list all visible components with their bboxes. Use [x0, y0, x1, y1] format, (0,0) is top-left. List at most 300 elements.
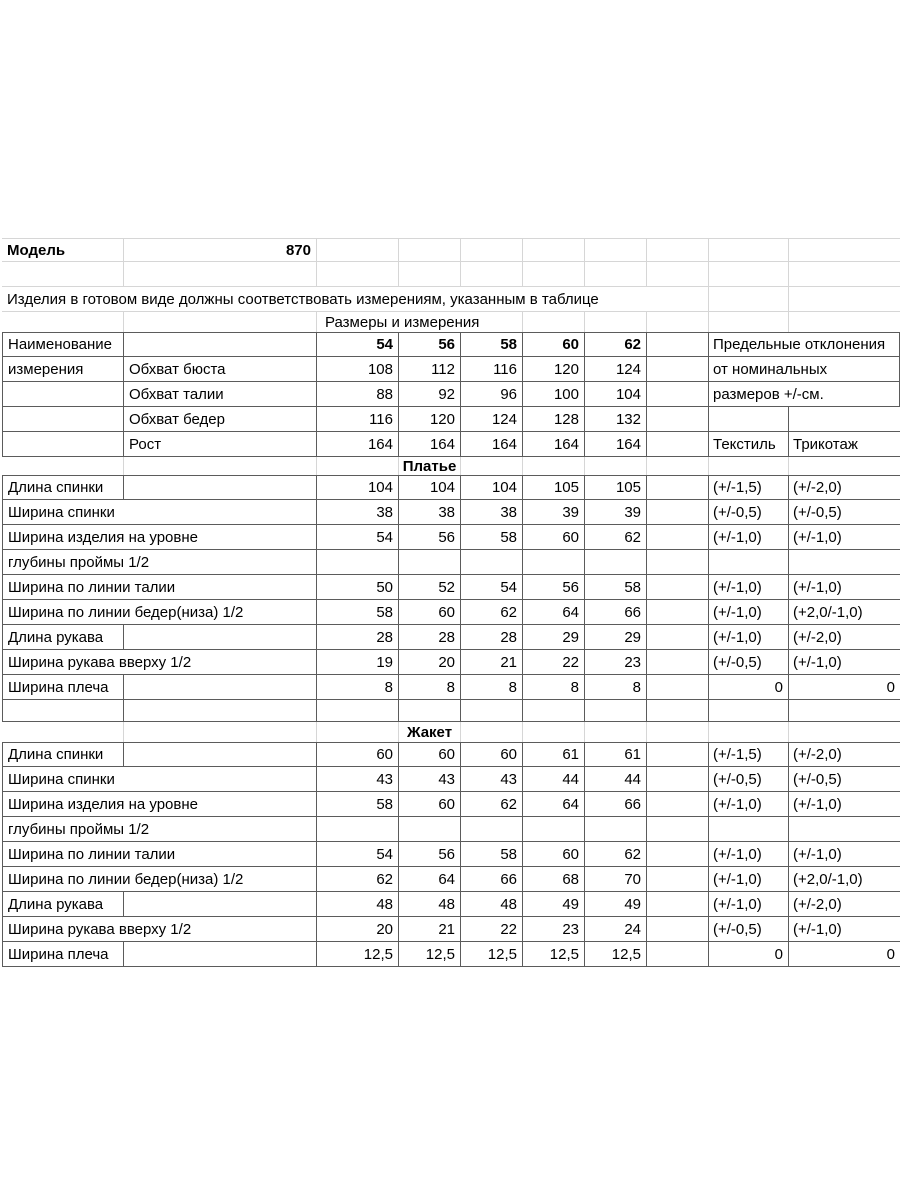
empty-cell	[709, 312, 789, 332]
empty-cell	[647, 917, 709, 942]
empty-cell	[523, 239, 585, 261]
value-cell: 48	[399, 892, 461, 917]
value-cell	[317, 700, 399, 722]
value-cell: 58	[461, 842, 523, 867]
value-cell: 60	[399, 742, 461, 767]
value-cell: 132	[585, 407, 647, 432]
measurement-label: Ширина плеча	[2, 675, 124, 700]
textile-tolerance-cell: 0	[709, 675, 789, 700]
value-cell: 23	[585, 650, 647, 675]
value-cell: 8	[523, 675, 585, 700]
sizes-title-row	[2, 312, 900, 332]
value-cell: 20	[317, 917, 399, 942]
textile-tolerance-cell: (+/-1,5)	[709, 742, 789, 767]
value-cell: 62	[461, 600, 523, 625]
measurement-label: Обхват бюста	[124, 357, 317, 382]
table-row	[2, 575, 900, 600]
value-cell: 60	[317, 742, 399, 767]
value-cell: 104	[399, 475, 461, 500]
value-cell: 52	[399, 575, 461, 600]
measurement-label: Ширина изделия на уровне	[2, 792, 317, 817]
value-cell	[399, 550, 461, 575]
empty-cell	[647, 457, 709, 475]
value-cell: 116	[317, 407, 399, 432]
knitwear-tolerance-cell: (+/-0,5)	[789, 767, 900, 792]
jacket-section-title: Жакет	[399, 722, 461, 742]
note-row	[2, 287, 900, 312]
waist-row	[2, 382, 900, 407]
value-cell: 58	[317, 600, 399, 625]
table-row	[2, 550, 900, 575]
knitwear-tolerance-cell: (+/-2,0)	[789, 892, 900, 917]
header-name-line2: измерения	[2, 357, 124, 382]
value-cell: 20	[399, 650, 461, 675]
knitwear-tolerance-cell	[789, 550, 900, 575]
knitwear-tolerance-cell	[789, 700, 900, 722]
value-cell: 62	[585, 525, 647, 550]
table-row	[2, 700, 900, 722]
dress-section-title-row	[2, 457, 900, 475]
value-cell: 108	[317, 357, 399, 382]
empty-cell	[124, 892, 317, 917]
measurement-label: Длина рукава	[2, 625, 124, 650]
value-cell	[461, 700, 523, 722]
value-cell: 38	[399, 500, 461, 525]
size-values	[317, 332, 647, 357]
value-cell: 60	[523, 842, 585, 867]
empty-cell	[2, 407, 124, 432]
measurement-label: Ширина по линии бедер(низа) 1/2	[2, 867, 317, 892]
empty-cell	[789, 407, 900, 432]
value-cell: 54	[317, 525, 399, 550]
empty-cell	[399, 239, 461, 261]
knitwear-tolerance-cell: (+2,0/-1,0)	[789, 867, 900, 892]
sizes-title: Размеры и измерения	[317, 312, 523, 332]
value-cell: 164	[585, 432, 647, 457]
value-cell: 66	[585, 792, 647, 817]
measurement-label: Ширина по линии талии	[2, 842, 317, 867]
value-cell	[461, 817, 523, 842]
model-label: Модель	[2, 239, 124, 261]
textile-tolerance-cell	[709, 700, 789, 722]
value-cell: 64	[399, 867, 461, 892]
knitwear-tolerance-cell: (+/-1,0)	[789, 792, 900, 817]
spacer-row	[2, 262, 900, 287]
value-cell: 62	[317, 867, 399, 892]
value-cell: 61	[523, 742, 585, 767]
value-cell	[317, 550, 399, 575]
value-cell	[585, 550, 647, 575]
empty-cell	[709, 287, 789, 311]
value-cell: 58	[585, 575, 647, 600]
table-row	[2, 842, 900, 867]
value-cell: 54	[317, 332, 399, 357]
value-cell: 58	[461, 332, 523, 357]
textile-tolerance-cell: (+/-1,5)	[709, 475, 789, 500]
empty-cell	[2, 457, 124, 475]
textile-tolerance-cell: (+/-1,0)	[709, 600, 789, 625]
value-cell: 66	[461, 867, 523, 892]
knitwear-tolerance-cell: (+/-1,0)	[789, 842, 900, 867]
measurement-label: Длина спинки	[2, 475, 124, 500]
table-row	[2, 500, 900, 525]
empty-cell	[317, 239, 399, 261]
value-cell: 21	[399, 917, 461, 942]
dress-section-title: Платье	[399, 457, 461, 475]
value-cell: 19	[317, 650, 399, 675]
empty-cell	[124, 700, 317, 722]
value-cell: 38	[317, 500, 399, 525]
value-cell: 21	[461, 650, 523, 675]
value-cell: 88	[317, 382, 399, 407]
measurement-label: глубины проймы 1/2	[2, 550, 317, 575]
value-cell: 58	[461, 525, 523, 550]
empty-cell	[789, 239, 900, 261]
empty-cell	[124, 675, 317, 700]
textile-tolerance-cell: (+/-0,5)	[709, 650, 789, 675]
model-row	[2, 238, 900, 262]
value-cell: 48	[317, 892, 399, 917]
value-cell: 60	[399, 792, 461, 817]
measurements-header-table	[2, 332, 900, 457]
value-cell: 60	[523, 332, 585, 357]
measurement-label: Длина рукава	[2, 892, 124, 917]
empty-cell	[647, 867, 709, 892]
value-cell: 62	[461, 792, 523, 817]
empty-cell	[647, 475, 709, 500]
textile-tolerance-cell	[709, 817, 789, 842]
value-cell: 28	[317, 625, 399, 650]
size-chart-sheet	[2, 238, 900, 967]
value-cell: 8	[461, 675, 523, 700]
table-row	[2, 917, 900, 942]
value-cell: 39	[585, 500, 647, 525]
empty-cell	[124, 625, 317, 650]
value-cell: 105	[585, 475, 647, 500]
measurement-label: глубины проймы 1/2	[2, 817, 317, 842]
value-cell: 60	[523, 525, 585, 550]
empty-cell	[647, 842, 709, 867]
knitwear-tolerance-cell: (+/-2,0)	[789, 625, 900, 650]
value-cell: 22	[461, 917, 523, 942]
empty-cell	[2, 722, 124, 742]
model-value: 870	[124, 239, 317, 261]
empty-cell	[647, 357, 709, 382]
value-cell: 64	[523, 600, 585, 625]
value-cell: 104	[461, 475, 523, 500]
table-row	[2, 675, 900, 700]
value-cell: 60	[461, 742, 523, 767]
empty-cell	[647, 600, 709, 625]
empty-cell	[709, 722, 789, 742]
value-cell: 48	[461, 892, 523, 917]
value-cell	[523, 700, 585, 722]
value-cell	[399, 817, 461, 842]
textile-tolerance-cell: (+/-0,5)	[709, 917, 789, 942]
value-cell: 120	[523, 357, 585, 382]
measurement-label: Ширина плеча	[2, 942, 124, 967]
textile-tolerance-cell: (+/-1,0)	[709, 867, 789, 892]
empty-cell	[647, 742, 709, 767]
value-cell: 164	[523, 432, 585, 457]
value-cell	[523, 550, 585, 575]
empty-cell	[461, 239, 523, 261]
sizes-header-row	[2, 332, 900, 357]
empty-cell	[789, 457, 900, 475]
knitwear-column-header: Трикотаж	[789, 432, 900, 457]
empty-cell	[124, 457, 317, 475]
empty-cell	[647, 407, 709, 432]
empty-cell	[647, 332, 709, 357]
measurement-label: Ширина изделия на уровне	[2, 525, 317, 550]
measurement-label: Ширина спинки	[2, 500, 317, 525]
empty-cell	[647, 575, 709, 600]
empty-cell	[789, 262, 900, 286]
value-cell: 105	[523, 475, 585, 500]
table-row	[2, 742, 900, 767]
measurement-label: Ширина по линии талии	[2, 575, 317, 600]
textile-tolerance-cell: (+/-1,0)	[709, 625, 789, 650]
empty-cell	[709, 239, 789, 261]
value-cell: 28	[461, 625, 523, 650]
empty-cell	[585, 239, 647, 261]
table-row	[2, 525, 900, 550]
empty-cell	[124, 262, 317, 286]
measurement-label: Ширина рукава вверху 1/2	[2, 917, 317, 942]
value-cell: 50	[317, 575, 399, 600]
empty-cell	[647, 625, 709, 650]
bust-row	[2, 357, 900, 382]
empty-cell	[647, 792, 709, 817]
empty-cell	[461, 262, 523, 286]
empty-cell	[523, 722, 585, 742]
value-cell: 64	[523, 792, 585, 817]
value-cell: 60	[399, 600, 461, 625]
value-cell: 116	[461, 357, 523, 382]
value-cell: 12,5	[523, 942, 585, 967]
value-cell: 112	[399, 357, 461, 382]
value-cell: 62	[585, 332, 647, 357]
textile-tolerance-cell: (+/-0,5)	[709, 500, 789, 525]
empty-cell	[585, 457, 647, 475]
value-cell: 104	[585, 382, 647, 407]
empty-cell	[585, 722, 647, 742]
value-cell: 128	[523, 407, 585, 432]
value-cell: 24	[585, 917, 647, 942]
textile-tolerance-cell: (+/-0,5)	[709, 767, 789, 792]
measurement-label: Ширина по линии бедер(низа) 1/2	[2, 600, 317, 625]
empty-cell	[317, 262, 399, 286]
empty-cell	[647, 525, 709, 550]
value-cell: 8	[399, 675, 461, 700]
textile-tolerance-cell: (+/-1,0)	[709, 575, 789, 600]
value-cell: 68	[523, 867, 585, 892]
value-cell: 43	[399, 767, 461, 792]
header-name-line1: Наименование	[2, 332, 124, 357]
value-cell: 12,5	[399, 942, 461, 967]
note-text: Изделия в готовом виде должны соответствовать измерениям, указанным в таблице	[2, 287, 709, 311]
value-cell: 56	[399, 842, 461, 867]
knitwear-tolerance-cell: (+/-1,0)	[789, 575, 900, 600]
measurement-label: Обхват бедер	[124, 407, 317, 432]
value-cell: 54	[461, 575, 523, 600]
tolerance-note-line2: от номинальных	[709, 357, 900, 382]
empty-cell	[523, 312, 585, 332]
knitwear-tolerance-cell: (+/-1,0)	[789, 525, 900, 550]
value-cell: 66	[585, 600, 647, 625]
table-row	[2, 600, 900, 625]
empty-cell	[523, 457, 585, 475]
empty-cell	[399, 262, 461, 286]
value-cell: 56	[399, 525, 461, 550]
knitwear-tolerance-cell: 0	[789, 942, 900, 967]
measurement-label: Обхват талии	[124, 382, 317, 407]
empty-cell	[124, 332, 317, 357]
textile-tolerance-cell: (+/-1,0)	[709, 842, 789, 867]
table-row	[2, 625, 900, 650]
value-cell	[585, 700, 647, 722]
empty-cell	[709, 262, 789, 286]
table-row	[2, 650, 900, 675]
value-cell: 29	[585, 625, 647, 650]
empty-cell	[709, 457, 789, 475]
value-cell: 124	[585, 357, 647, 382]
empty-cell	[647, 239, 709, 261]
value-cell: 54	[317, 842, 399, 867]
measurement-label: Ширина спинки	[2, 767, 317, 792]
value-cell: 49	[523, 892, 585, 917]
hips-row	[2, 407, 900, 432]
table-row	[2, 475, 900, 500]
value-cell: 22	[523, 650, 585, 675]
height-row	[2, 432, 900, 457]
empty-cell	[647, 767, 709, 792]
empty-cell	[647, 262, 709, 286]
textile-tolerance-cell: (+/-1,0)	[709, 525, 789, 550]
knitwear-tolerance-cell: (+/-2,0)	[789, 475, 900, 500]
bust-values	[317, 357, 647, 382]
textile-column-header: Текстиль	[709, 432, 789, 457]
value-cell: 29	[523, 625, 585, 650]
value-cell: 62	[585, 842, 647, 867]
empty-cell	[709, 407, 789, 432]
value-cell: 61	[585, 742, 647, 767]
empty-cell	[647, 817, 709, 842]
empty-cell	[647, 700, 709, 722]
value-cell	[585, 817, 647, 842]
knitwear-tolerance-cell: (+/-2,0)	[789, 742, 900, 767]
value-cell: 12,5	[585, 942, 647, 967]
value-cell: 96	[461, 382, 523, 407]
value-cell: 8	[585, 675, 647, 700]
jacket-table	[2, 742, 900, 967]
empty-cell	[2, 432, 124, 457]
empty-cell	[647, 650, 709, 675]
value-cell: 44	[585, 767, 647, 792]
empty-cell	[789, 722, 900, 742]
empty-cell	[317, 457, 399, 475]
empty-cell	[2, 262, 124, 286]
empty-cell	[789, 312, 900, 332]
value-cell: 124	[461, 407, 523, 432]
empty-cell	[585, 312, 647, 332]
value-cell: 70	[585, 867, 647, 892]
value-cell	[399, 700, 461, 722]
empty-cell	[647, 432, 709, 457]
value-cell: 12,5	[317, 942, 399, 967]
value-cell: 164	[461, 432, 523, 457]
empty-cell	[124, 722, 317, 742]
value-cell: 8	[317, 675, 399, 700]
empty-cell	[124, 312, 317, 332]
empty-cell	[647, 675, 709, 700]
empty-cell	[317, 722, 399, 742]
value-cell: 58	[317, 792, 399, 817]
value-cell	[317, 817, 399, 842]
value-cell: 43	[461, 767, 523, 792]
empty-cell	[461, 722, 523, 742]
table-row	[2, 817, 900, 842]
value-cell: 164	[317, 432, 399, 457]
value-cell: 44	[523, 767, 585, 792]
measurement-label: Рост	[124, 432, 317, 457]
textile-tolerance-cell: (+/-1,0)	[709, 792, 789, 817]
empty-cell	[124, 475, 317, 500]
empty-cell	[124, 942, 317, 967]
value-cell: 39	[523, 500, 585, 525]
value-cell: 12,5	[461, 942, 523, 967]
tolerance-note-line3: размеров +/-см.	[709, 382, 900, 407]
empty-cell	[647, 500, 709, 525]
table-row	[2, 792, 900, 817]
knitwear-tolerance-cell: (+/-0,5)	[789, 500, 900, 525]
textile-tolerance-cell	[709, 550, 789, 575]
table-row	[2, 867, 900, 892]
knitwear-tolerance-cell: (+2,0/-1,0)	[789, 600, 900, 625]
empty-cell	[124, 742, 317, 767]
value-cell: 120	[399, 407, 461, 432]
value-cell: 38	[461, 500, 523, 525]
value-cell: 56	[399, 332, 461, 357]
empty-cell	[647, 312, 709, 332]
value-cell: 164	[399, 432, 461, 457]
knitwear-tolerance-cell	[789, 817, 900, 842]
dress-table	[2, 475, 900, 722]
measurement-label	[2, 700, 124, 722]
value-cell: 23	[523, 917, 585, 942]
textile-tolerance-cell: (+/-1,0)	[709, 892, 789, 917]
jacket-section-title-row	[2, 722, 900, 742]
empty-cell	[2, 312, 124, 332]
knitwear-tolerance-cell: 0	[789, 675, 900, 700]
measurement-label: Ширина рукава вверху 1/2	[2, 650, 317, 675]
hips-values	[317, 407, 647, 432]
table-row	[2, 942, 900, 967]
value-cell: 104	[317, 475, 399, 500]
knitwear-tolerance-cell: (+/-1,0)	[789, 917, 900, 942]
measurement-label: Длина спинки	[2, 742, 124, 767]
table-row	[2, 892, 900, 917]
value-cell	[461, 550, 523, 575]
value-cell: 100	[523, 382, 585, 407]
empty-cell	[789, 287, 900, 311]
empty-cell	[523, 262, 585, 286]
empty-cell	[647, 550, 709, 575]
value-cell: 49	[585, 892, 647, 917]
value-cell: 43	[317, 767, 399, 792]
textile-tolerance-cell: 0	[709, 942, 789, 967]
empty-cell	[461, 457, 523, 475]
